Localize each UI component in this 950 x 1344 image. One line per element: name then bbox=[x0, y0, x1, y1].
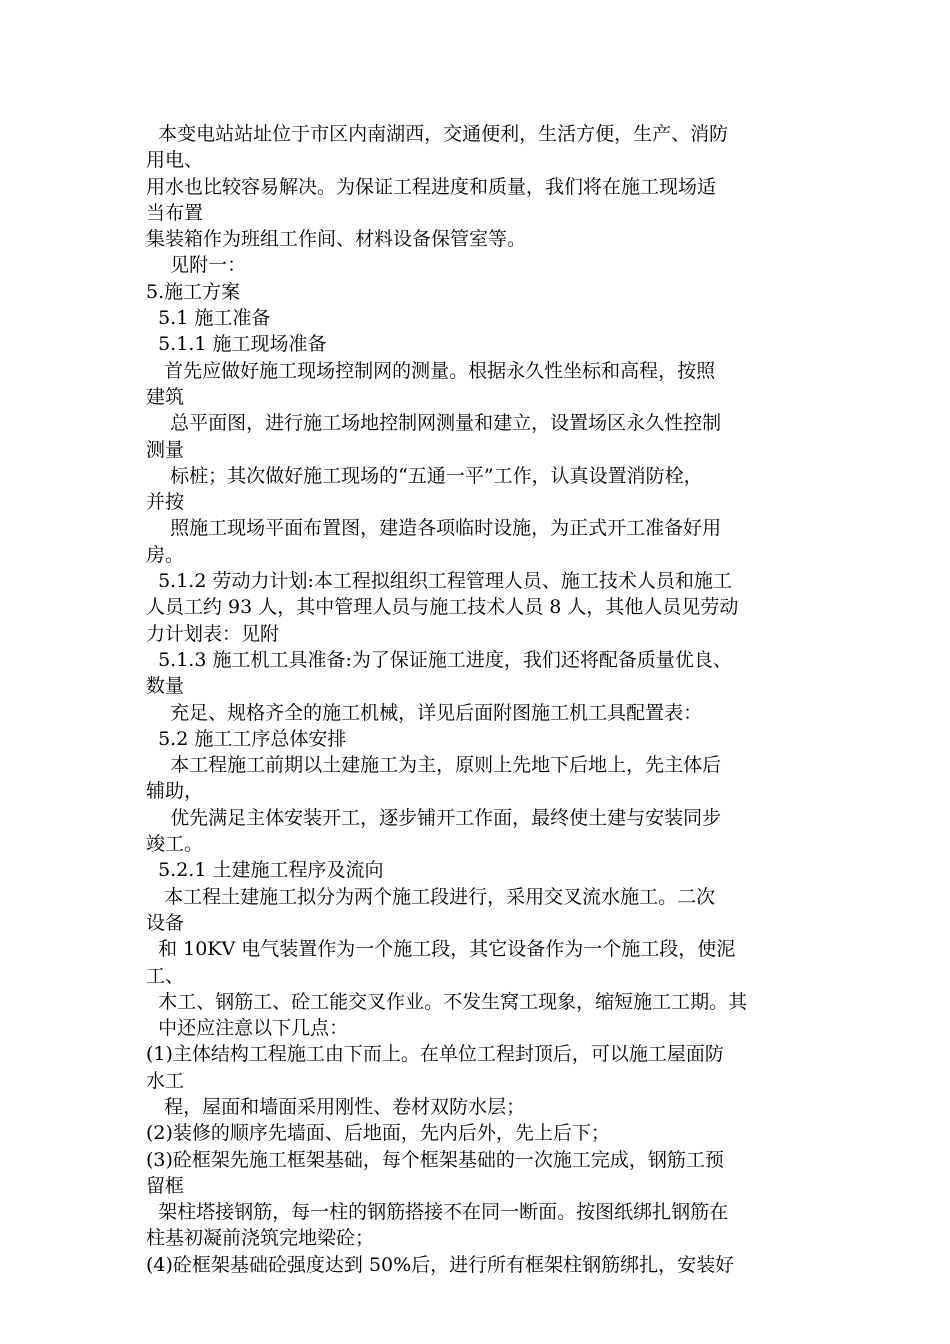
list-item: (3)砼框架先施工框架基础，每个框架基础的一次施工完成，钢筋工预 bbox=[146, 1148, 724, 1171]
subsection-heading: 5.2.1 土建施工程序及流向 bbox=[146, 859, 384, 882]
text-line: 当布置 bbox=[146, 201, 204, 224]
text-line: 中还应注意以下几点： bbox=[146, 1017, 349, 1040]
text-line: 并按 bbox=[146, 491, 185, 514]
text-line: 总平面图，进行施工场地控制网测量和建立，设置场区永久性控制 bbox=[146, 412, 722, 435]
text-line: 标桩；其次做好施工现场的“五通一平”工作，认真设置消防栓， bbox=[146, 464, 703, 487]
document-body bbox=[146, 121, 816, 1278]
text-line: 优先满足主体安装开工，逐步铺开工作面，最终使土建与安装同步 bbox=[146, 806, 722, 829]
text-line: 人员工约 93 人，其中管理人员与施工技术人员 8 人，其他人员见劳动 bbox=[146, 596, 739, 619]
text-line: 和 10KV 电气装置作为一个施工段，其它设备作为一个施工段，使泥 bbox=[146, 938, 736, 961]
text-line: 木工、钢筋工、砼工能交叉作业。不发生窝工现象，缩短施工工期。其 bbox=[146, 990, 748, 1013]
text-line: 用水也比较容易解决。为保证工程进度和质量，我们将在施工现场适 bbox=[146, 175, 717, 198]
text-line: 本工程土建施工拟分为两个施工段进行，采用交叉流水施工。二次 bbox=[146, 885, 716, 908]
list-item: (4)砼框架基础砼强度达到 50%后，进行所有框架柱钢筋绑扎，安装好 bbox=[146, 1253, 735, 1276]
text-line: 水工 bbox=[146, 1069, 185, 1092]
subsection-heading: 5.1 施工准备 bbox=[146, 307, 271, 330]
text-line: 程，屋面和墙面采用刚性、卷材双防水层； bbox=[146, 1095, 526, 1118]
subsection-heading: 5.2 施工工序总体安排 bbox=[146, 727, 347, 750]
text-line: 见附一： bbox=[146, 254, 247, 277]
text-line: 架柱塔接钢筋，每一柱的钢筋搭接不在同一断面。按图纸绑扎钢筋在 bbox=[146, 1201, 729, 1224]
text-line: 设备 bbox=[146, 911, 185, 934]
text-line: 柱基初凝前浇筑完地梁砼； bbox=[146, 1227, 375, 1250]
text-line: 工、 bbox=[146, 964, 185, 987]
list-item: (2)装修的顺序先墙面、后地面，先内后外，先上后下； bbox=[146, 1122, 610, 1145]
text-line: 辅助， bbox=[146, 780, 204, 803]
text-line: 本工程施工前期以土建施工为主，原则上先地下后地上，先主体后 bbox=[146, 754, 722, 777]
text-line: 竣工。 bbox=[146, 833, 204, 856]
list-item: (1)主体结构工程施工由下而上。在单位工程封顶后，可以施工屋面防 bbox=[146, 1043, 724, 1066]
text-line: 用电、 bbox=[146, 149, 204, 172]
text-line: 充足、规格齐全的施工机械，详见后面附图施工机工具配置表： bbox=[146, 701, 703, 724]
text-line: 测量 bbox=[146, 438, 185, 461]
text-line: 房。 bbox=[146, 543, 185, 566]
section-heading: 5.施工方案 bbox=[146, 280, 241, 303]
text-line: 首先应做好施工现场控制网的测量。根据永久性坐标和高程，按照 bbox=[146, 359, 716, 382]
text-line: 照施工现场平面布置图，建造各项临时设施，为正式开工准备好用 bbox=[146, 517, 722, 540]
text-line: 留框 bbox=[146, 1174, 185, 1197]
text-line: 5.1.3 施工机工具准备:为了保证施工进度，我们还将配备质量优良、 bbox=[146, 648, 732, 671]
subsection-heading: 5.1.1 施工现场准备 bbox=[146, 333, 327, 356]
text-line: 建筑 bbox=[146, 385, 185, 408]
text-line: 集装箱作为班组工作间、材料设备保管室等。 bbox=[146, 228, 527, 251]
text-line: 本变电站站址位于市区内南湖西，交通便利，生活方便，生产、消防 bbox=[146, 123, 729, 145]
text-line: 5.1.2 劳动力计划:本工程拟组织工程管理人员、施工技术人员和施工 bbox=[146, 570, 732, 593]
text-line: 数量 bbox=[146, 675, 185, 698]
text-line: 力计划表：见附 bbox=[146, 622, 280, 645]
